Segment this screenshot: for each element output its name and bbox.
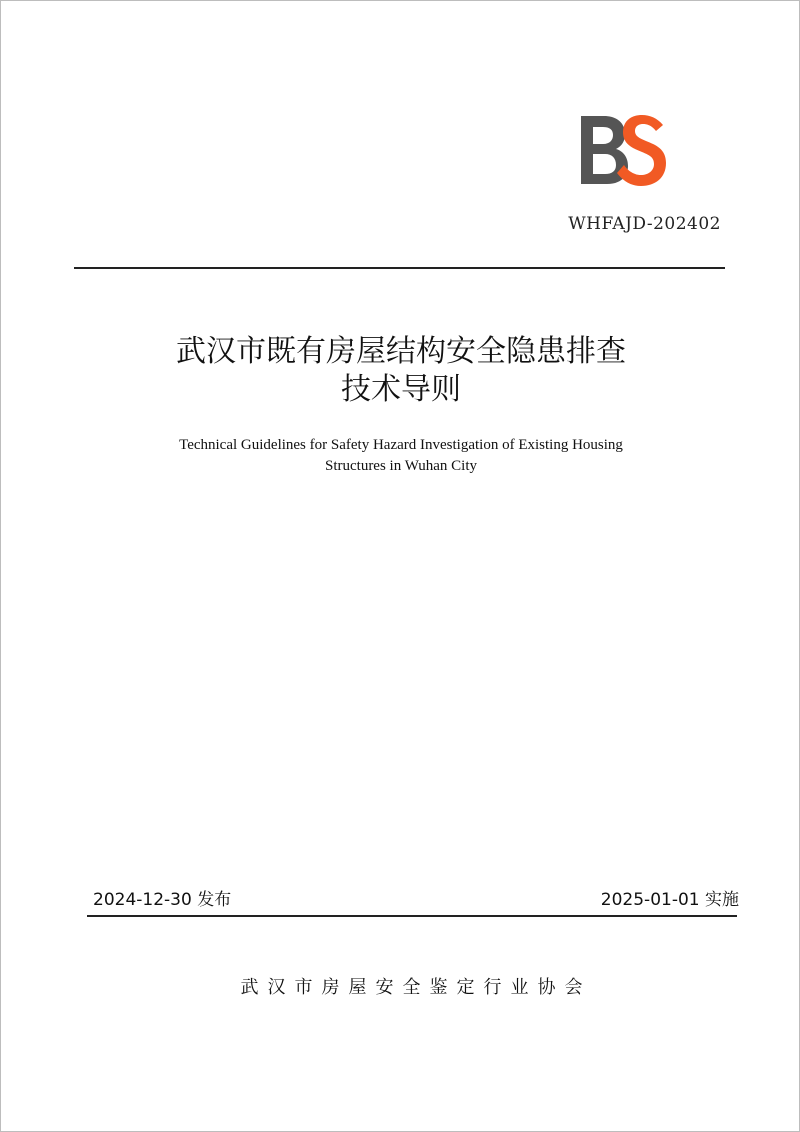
bs-logo-icon bbox=[578, 111, 668, 189]
issue-date bbox=[93, 885, 231, 910]
english-title bbox=[81, 435, 721, 477]
chinese-title bbox=[81, 333, 721, 409]
chinese-title-line-1: 武汉市既有房屋结构安全隐患排查 bbox=[176, 334, 626, 369]
logo-letter-s bbox=[617, 115, 666, 186]
issue-date-value: 2024-12-30 bbox=[93, 890, 192, 910]
bottom-divider bbox=[87, 915, 737, 917]
english-title-line-1: Technical Guidelines for Safety Hazard Investigation of Existing Housing bbox=[179, 437, 623, 453]
issuing-organization: 武汉市房屋安全鉴定行业协会 bbox=[240, 977, 592, 998]
implementation-date-label: 实施 bbox=[705, 890, 739, 910]
top-divider bbox=[74, 267, 725, 269]
implementation-date bbox=[541, 885, 739, 910]
implementation-date-value: 2025-01-01 bbox=[600, 890, 700, 910]
chinese-title-line-2: 技术导则 bbox=[341, 372, 461, 407]
english-title-line-2: Structures in Wuhan City bbox=[324, 458, 478, 474]
document-code: WHFAJD-202402 bbox=[568, 214, 721, 234]
issue-date-label: 发布 bbox=[197, 890, 232, 910]
